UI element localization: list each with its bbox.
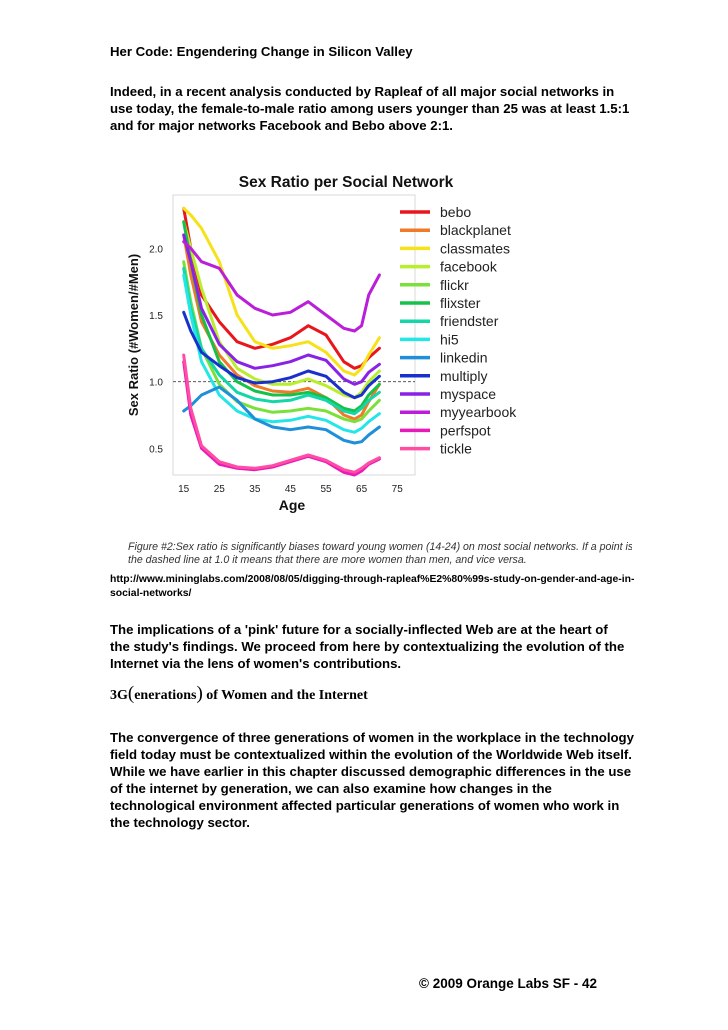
legend-label-tickle: tickle xyxy=(440,440,472,457)
chart-y-axis-label: Sex Ratio (#Women/#Men) xyxy=(126,253,141,417)
section-heading xyxy=(110,683,368,705)
heading-open-paren: ( xyxy=(127,683,135,704)
generations-paragraph: The convergence of three generations of women in the workplace in the technology field today must be contextualized within the evolution of the Worldwide Web itself. While we have earlier in this chapter discussed demographic differences in the use of the internet by generation, we can also examine how changes in the technological environment affected particular generations of women who work in the technology sector. xyxy=(110,730,634,830)
caption-line: Figure #2:Sex ratio is significantly biases toward young women (14-24) on most social networks. If a point is above xyxy=(128,541,632,553)
chart-x-axis-label: Age xyxy=(278,497,306,513)
heading-prefix: 3G xyxy=(110,688,128,703)
page-header: Her Code: Engendering Change in Silicon Valley xyxy=(110,44,413,59)
chart-title: Sex Ratio per Social Network xyxy=(238,174,454,191)
x-tick-label: 45 xyxy=(284,484,297,495)
source-url[interactable]: http://www.mininglabs.com/2008/08/05/digging-through-rapleaf%E2%80%99s-study-on-gender-and-age-in-social-networks/ xyxy=(110,574,635,599)
legend-label-myspace: myspace xyxy=(440,386,497,402)
intro-paragraph: Indeed, in a recent analysis conducted by Rapleaf of all major social networks in use today, the female-to-male ratio among users younger than 25 was at least 1.5:1 and for major networks Facebook and Bebo above 2:1. xyxy=(110,84,630,133)
heading-close-paren: ) xyxy=(196,683,203,704)
legend-label-myyearbook: myyearbook xyxy=(440,404,517,421)
x-tick-label: 55 xyxy=(320,484,332,495)
legend-label-perfspot: perfspot xyxy=(440,422,491,439)
legend-label-flickr: flickr xyxy=(440,276,469,293)
sex-ratio-chart-figure xyxy=(110,155,632,565)
y-tick-label: 0.5 xyxy=(149,444,163,456)
x-tick-label: 75 xyxy=(391,484,403,495)
legend-label-blackplanet: blackplanet xyxy=(440,222,511,239)
y-tick-label: 1.5 xyxy=(149,311,163,322)
heading-rest: of Women and the Internet xyxy=(202,688,368,703)
legend-label-classmates: classmates xyxy=(440,240,511,257)
x-tick-label: 65 xyxy=(356,484,368,495)
legend-label-linkedin: linkedin xyxy=(440,349,488,366)
x-tick-label: 35 xyxy=(249,484,261,495)
page-footer: © 2009 Orange Labs SF - 42 xyxy=(419,976,598,991)
legend-label-multiply: multiply xyxy=(440,367,488,384)
legend-label-bebo: bebo xyxy=(440,204,472,220)
heading-word: enerations xyxy=(134,688,197,703)
legend-label-flixster: flixster xyxy=(440,295,481,311)
x-tick-label: 25 xyxy=(213,484,225,495)
y-tick-label: 1.0 xyxy=(149,377,163,389)
x-tick-label: 15 xyxy=(178,484,190,495)
legend-label-facebook: facebook xyxy=(440,258,497,275)
legend-label-friendster: friendster xyxy=(440,313,499,330)
caption-line: the dashed line at 1.0 it means that there are more women than men, and vice versa. xyxy=(128,554,527,565)
y-tick-label: 2.0 xyxy=(149,244,163,256)
legend-label-hi5: hi5 xyxy=(440,331,459,348)
chart-background xyxy=(110,155,632,565)
sex-ratio-chart xyxy=(110,155,632,565)
implications-paragraph: The implications of a 'pink' future for a socially-inflected Web are at the heart of the study's findings. We proceed from here by contextualizing the evolution of the Internet via the lens of women's contributions. xyxy=(110,622,625,671)
